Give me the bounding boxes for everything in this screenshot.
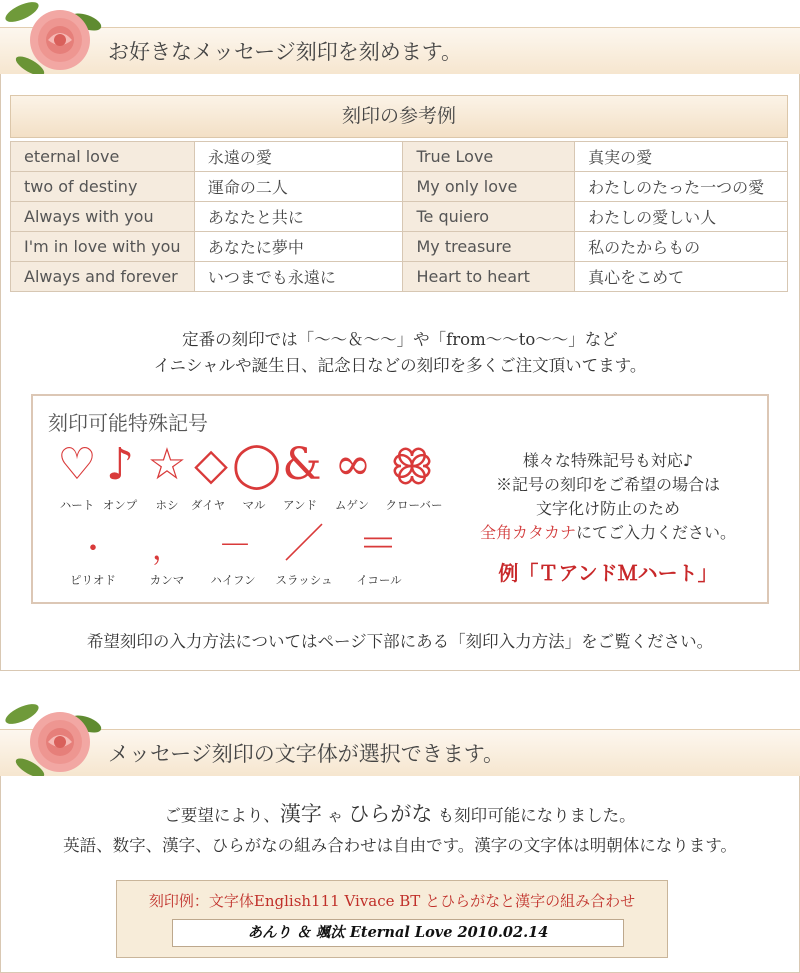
table-row [11, 232, 788, 262]
note-label: オンプ [102, 498, 138, 512]
font-intro-line1 [0, 798, 800, 828]
japanese-phrase-cell: 私のたからもの [575, 232, 788, 262]
infinity-label: ムゲン [334, 498, 370, 512]
symbols-note-line4-rest: にてご入力ください。 [576, 523, 737, 542]
slash-symbol: ／ [284, 521, 324, 567]
rose-icon [0, 0, 110, 80]
circle-symbol: ◯ [232, 439, 282, 490]
kanji-word: 漢字 [279, 802, 322, 826]
star-symbol: ☆ [147, 439, 187, 490]
font-example-title: 刻印例：文字体English111 Vivace BT とひらがなと漢字の組み合わせ [148, 892, 636, 910]
clover-icon [388, 444, 436, 490]
intro-line1: 定番の刻印では「～～＆～～」や「from～～to～～」など [182, 330, 618, 349]
english-phrase-cell: Always and forever [11, 262, 195, 292]
english-phrase-cell: two of destiny [11, 172, 195, 202]
font-example-sample: あんり ＆ 颯汰 Eternal Love 2010.02.14 [172, 919, 624, 947]
symbols-title: 刻印可能特殊記号 [48, 411, 208, 435]
table-row [11, 202, 788, 232]
comma-symbol: ， [152, 532, 182, 567]
japanese-phrase-cell: 運命の二人 [194, 172, 403, 202]
japanese-phrase-cell: いつまでも永遠に [194, 262, 403, 292]
japanese-phrase-cell: 真実の愛 [575, 142, 788, 172]
slash-label: スラッシュ [275, 573, 333, 587]
english-phrase-cell: My treasure [403, 232, 575, 262]
ampersand-symbol: & [282, 439, 322, 490]
heart-symbol: ♡ [57, 439, 97, 490]
rose-icon [0, 702, 110, 782]
note-symbol: ♪ [105, 439, 135, 490]
star-label: ホシ [155, 498, 179, 512]
japanese-phrase-cell: わたしのたった一つの愛 [575, 172, 788, 202]
japanese-phrase-cell: あなたと共に [194, 202, 403, 232]
japanese-phrase-cell: わたしの愛しい人 [575, 202, 788, 232]
font-intro-prefix: ご要望により、 [164, 806, 280, 825]
japanese-phrase-cell: 永遠の愛 [194, 142, 403, 172]
ref-table-title: 刻印の参考例 [10, 95, 788, 138]
infinity-symbol: ∞ [334, 439, 372, 490]
ampersand-label: アンド [282, 498, 318, 512]
hyphen-symbol: － [218, 526, 252, 566]
equals-label: イコール [356, 573, 402, 587]
section1-title: お好きなメッセージ刻印を刻めます。 [108, 40, 463, 64]
hiragana-word: ひらがな [348, 802, 433, 826]
ref-table [10, 141, 788, 292]
font-intro-suffix: も刻印可能になりました。 [437, 806, 636, 825]
period-symbol: ・ [78, 532, 108, 567]
comma-label: カンマ [149, 573, 185, 587]
equals-symbol: ＝ [358, 521, 398, 567]
diamond-label: ダイヤ [190, 498, 226, 512]
japanese-phrase-cell: あなたに夢中 [194, 232, 403, 262]
katakana-emphasis: 全角カタカナ [479, 523, 576, 542]
section2-title: メッセージ刻印の文字体が選択できます。 [108, 742, 505, 766]
symbols-note-line2: ※記号の刻印をご希望の場合は [495, 475, 720, 494]
heart-label: ハート [59, 498, 95, 512]
ya-word: ゃ [327, 806, 344, 825]
table-row [11, 172, 788, 202]
intro-line2: イニシャルや誕生日、記念日などの刻印を多くご注文頂いてます。 [153, 356, 647, 375]
english-phrase-cell: Te quiero [403, 202, 575, 232]
hyphen-label: ハイフン [210, 573, 256, 587]
input-method-note: 希望刻印の入力方法についてはページ下部にある「刻印入力方法」をご覧ください。 [86, 632, 714, 651]
symbols-note-line3: 文字化け防止のため [535, 499, 680, 518]
english-phrase-cell: Always with you [11, 202, 195, 232]
period-label: ピリオド [70, 573, 116, 587]
diamond-symbol: ◇ [194, 439, 228, 490]
table-row [11, 142, 788, 172]
english-phrase-cell: eternal love [11, 142, 195, 172]
table-row [11, 262, 788, 292]
symbols-note-line4 [458, 520, 758, 543]
circle-label: マル [242, 498, 266, 512]
clover-label: クローバー [385, 498, 443, 512]
symbols-example: 例「ＴアンドＭハート」 [498, 561, 718, 585]
japanese-phrase-cell: 真心をこめて [575, 262, 788, 292]
font-intro-line2: 英語、数字、漢字、ひらがなの組み合わせは自由です。漢字の文字体は明朝体になります。 [63, 836, 737, 855]
symbols-note-line1: 様々な特殊記号も対応♪ [522, 451, 694, 470]
english-phrase-cell: Heart to heart [403, 262, 575, 292]
english-phrase-cell: True Love [403, 142, 575, 172]
english-phrase-cell: I'm in love with you [11, 232, 195, 262]
english-phrase-cell: My only love [403, 172, 575, 202]
